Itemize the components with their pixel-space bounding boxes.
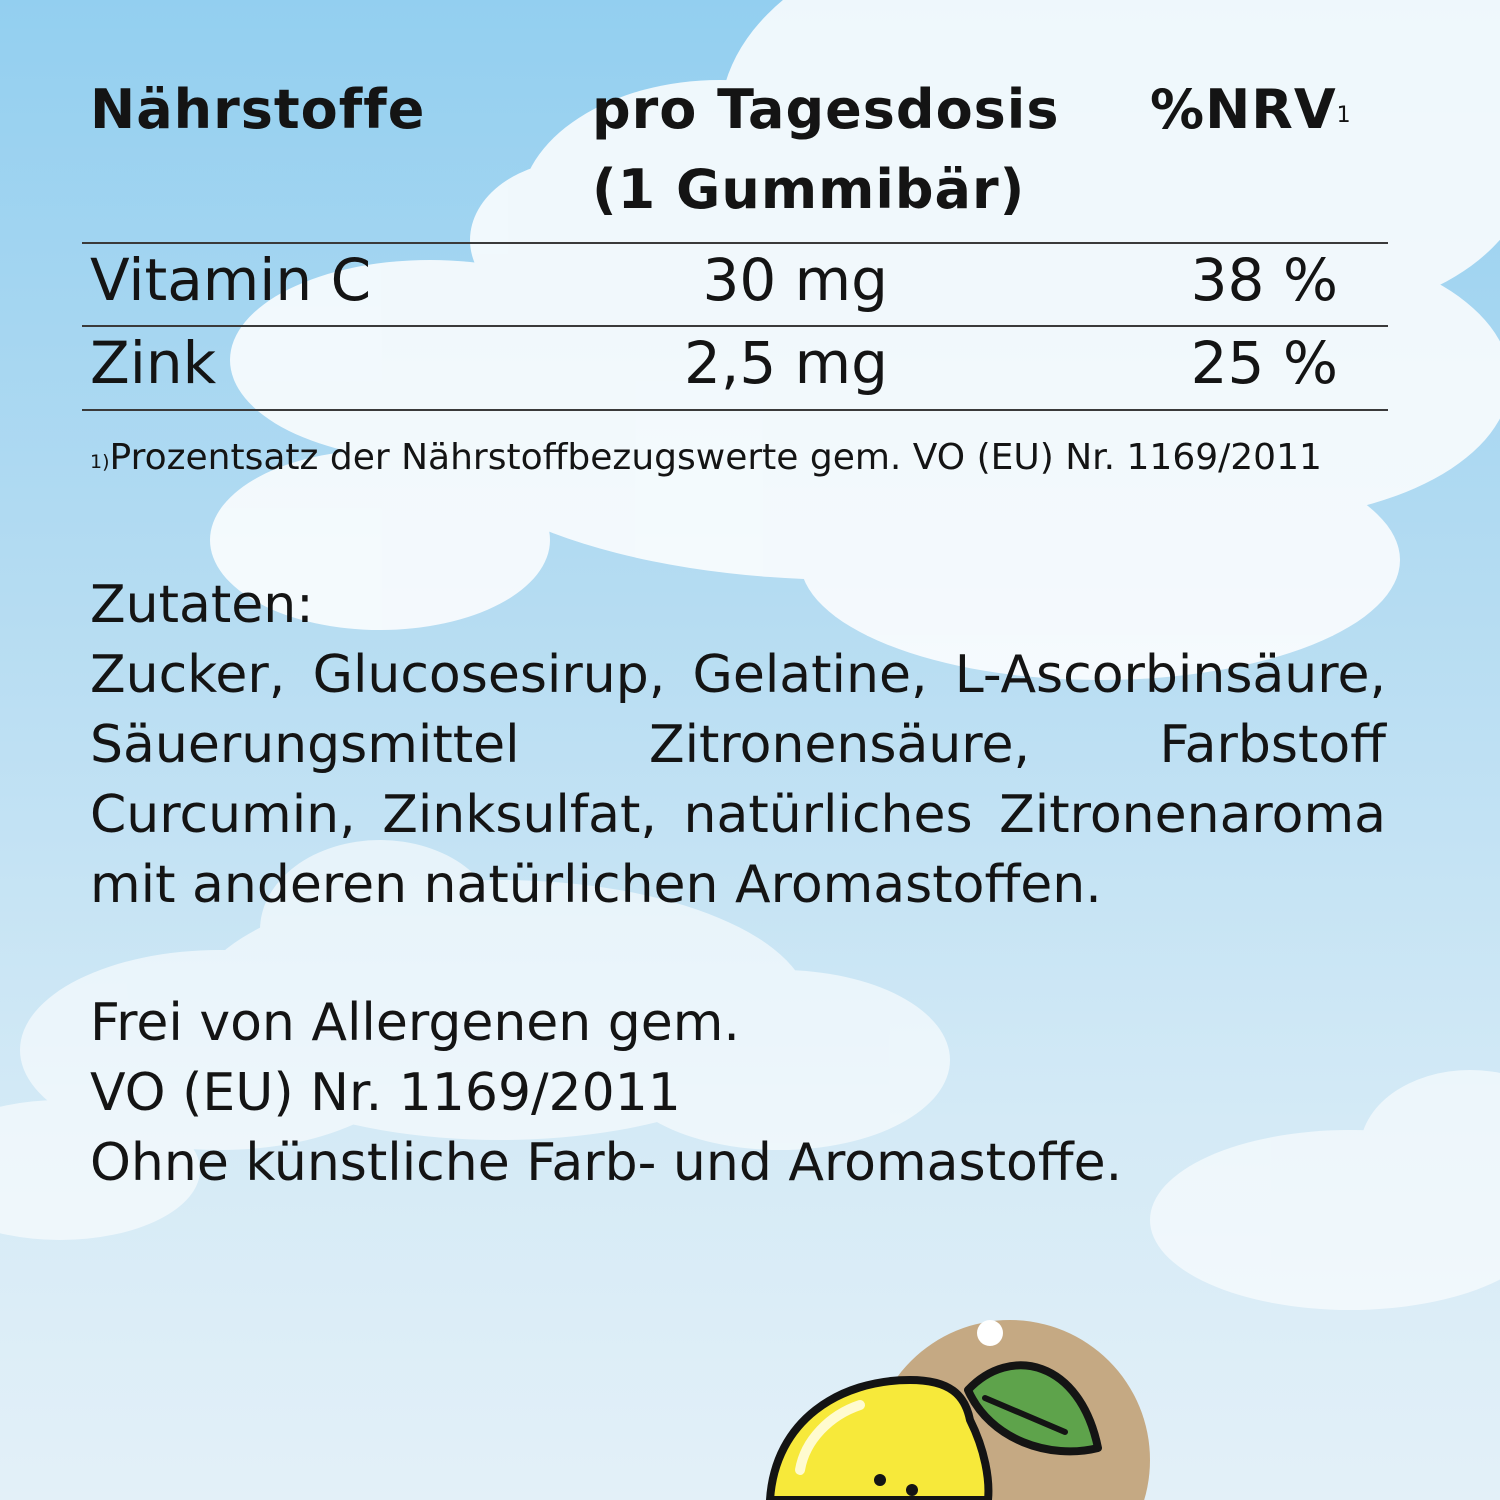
row-vitamin-c-dose: 30 mg [702, 246, 888, 314]
header-dose-line2: (1 Gummibär) [592, 158, 1026, 221]
header-dose-line1: pro Tagesdosis [592, 78, 1060, 141]
footnote-mark: 1) [90, 451, 110, 473]
header-nutrient: Nährstoffe [90, 78, 426, 141]
header-nrv [1150, 70, 1352, 150]
allergen-line-2: VO (EU) Nr. 1169/2011 [90, 1063, 681, 1123]
ingredients-title: Zutaten: [90, 575, 314, 635]
nrv-footnote [90, 433, 1322, 483]
row-vitamin-c-nutrient: Vitamin C [90, 246, 372, 314]
table-rule-bottom [82, 409, 1388, 411]
ingredients-text: Zucker, Glucosesirup, Gelatine, L-Ascorbinsäure, Säuerungsmittel Zitronensäure, Farbstoff Curcumin, Zinksulfat, natürliches Zitronenaroma mit anderen natürlichen Aromastoffen. [90, 645, 1386, 915]
header-dose [592, 70, 1060, 230]
allergen-line-3: Ohne künstliche Farb- und Aromastoffe. [90, 1133, 1123, 1193]
footnote-text: Prozentsatz der Nährstoffbezugswerte gem. VO (EU) Nr. 1169/2011 [109, 437, 1322, 478]
header-nrv-footnote-mark: 1 [1336, 103, 1352, 128]
header-nrv-label: %NRV [1150, 78, 1337, 141]
row-vitamin-c-nrv: 38 % [1190, 246, 1338, 314]
row-zink-dose: 2,5 mg [684, 329, 888, 397]
allergen-line-1: Frei von Allergenen gem. [90, 993, 740, 1053]
row-zink-nrv: 25 % [1190, 329, 1338, 397]
row-zink-nutrient: Zink [90, 329, 217, 397]
allergen-info [90, 988, 1122, 1198]
